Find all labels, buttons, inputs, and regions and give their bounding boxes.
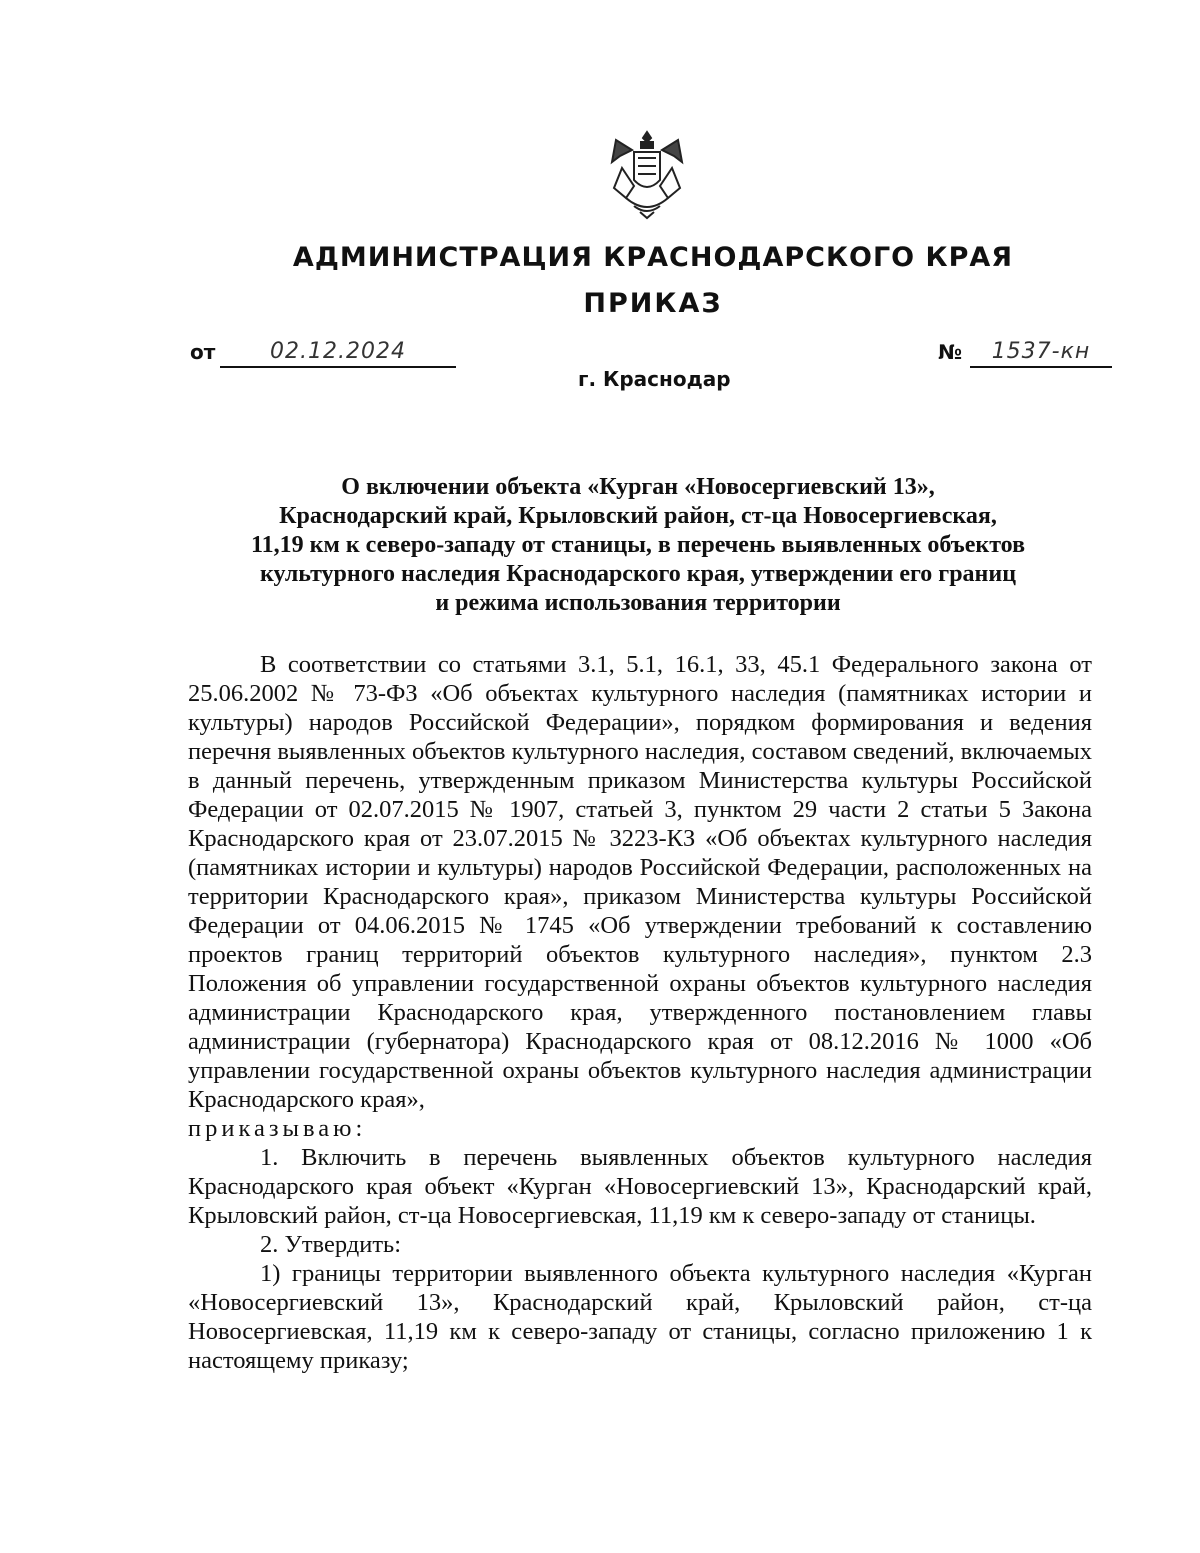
title-line: О включении объекта «Курган «Новосергиевский 13», [341,474,935,500]
number-value: 1537-кн [991,339,1091,364]
document-type: ПРИКАЗ [583,288,723,319]
date-field [220,336,456,368]
coat-of-arms-icon [604,128,690,220]
number-field [970,336,1112,368]
item-2: 2. Утвердить: [260,1231,402,1258]
title-line: Краснодарский край, Крыловский район, ст-ца Новосергиевская, [279,503,997,529]
preamble-paragraph: В соответствии со статьями 3.1, 5.1, 16.1, 33, 45.1 Федерального закона от 25.06.2002 № 73-ФЗ «Об объектах культурного наследия (памятниках истории и культуры) народов Российской Федерации», порядком формирования и ведения перечня выявленных объектов культурного наследия, составом сведений, включаемых в данный перечень, утвержденным приказом Министерства культуры Российской Федерации от 02.07.2015 № 1907, статьей 3, пунктом 29 части 2 статьи 5 Закона Краснодарского края от 23.07.2015 № 3223-КЗ «Об объектах культурного наследия (памятниках истории и культуры) народов Российской Федерации, расположенных на территории Краснодарского края», приказом Министерства культуры Российской Федерации от 04.06.2015 № 1745 «Об утверждении требований к составлению проектов границ территорий объектов культурного наследия», пунктом 2.3 Положения об управлении государственной охраны объектов культурного наследия администрации Краснодарского края, утвержденного постановлением главы администрации (губернатора) Краснодарского края от 08.12.2016 № 1000 «Об управлении государственной охраны объектов культурного наследия администрации Краснодарского края», [188,651,1092,1113]
title-line: 11,19 км к северо-западу от станицы, в перечень выявленных объектов [250,532,1026,558]
title-line: культурного наследия Краснодарского края, утверждении его границ [259,561,1017,587]
order-title [180,473,1096,618]
organization-name: АДМИНИСТРАЦИЯ КРАСНОДАРСКОГО КРАЯ [292,242,1014,273]
item-2-1: 1) границы территории выявленного объекта культурного наследия «Курган «Новосергиевский 13», Краснодарский край, Крыловский район, ст-ца Новосергиевская, 11,19 км к северо-западу от станицы, согласно приложению 1 к настоящему приказу; [188,1260,1092,1374]
date-label: от [190,340,216,364]
coat-of-arms-emblem [604,128,690,220]
title-line: и режима использования территории [435,590,841,616]
document-body [188,650,1092,1375]
item-1: 1. Включить в перечень выявленных объектов культурного наследия Краснодарского края объект «Курган «Новосергиевский 13», Краснодарский край, Крыловский район, ст-ца Новосергиевская, 11,19 км к северо-западу от станицы. [188,1144,1092,1229]
number-label: № [938,340,963,364]
city: г. Краснодар [578,367,731,391]
order-word: приказываю: [188,1115,367,1142]
date-value: 02.12.2024 [270,339,406,364]
